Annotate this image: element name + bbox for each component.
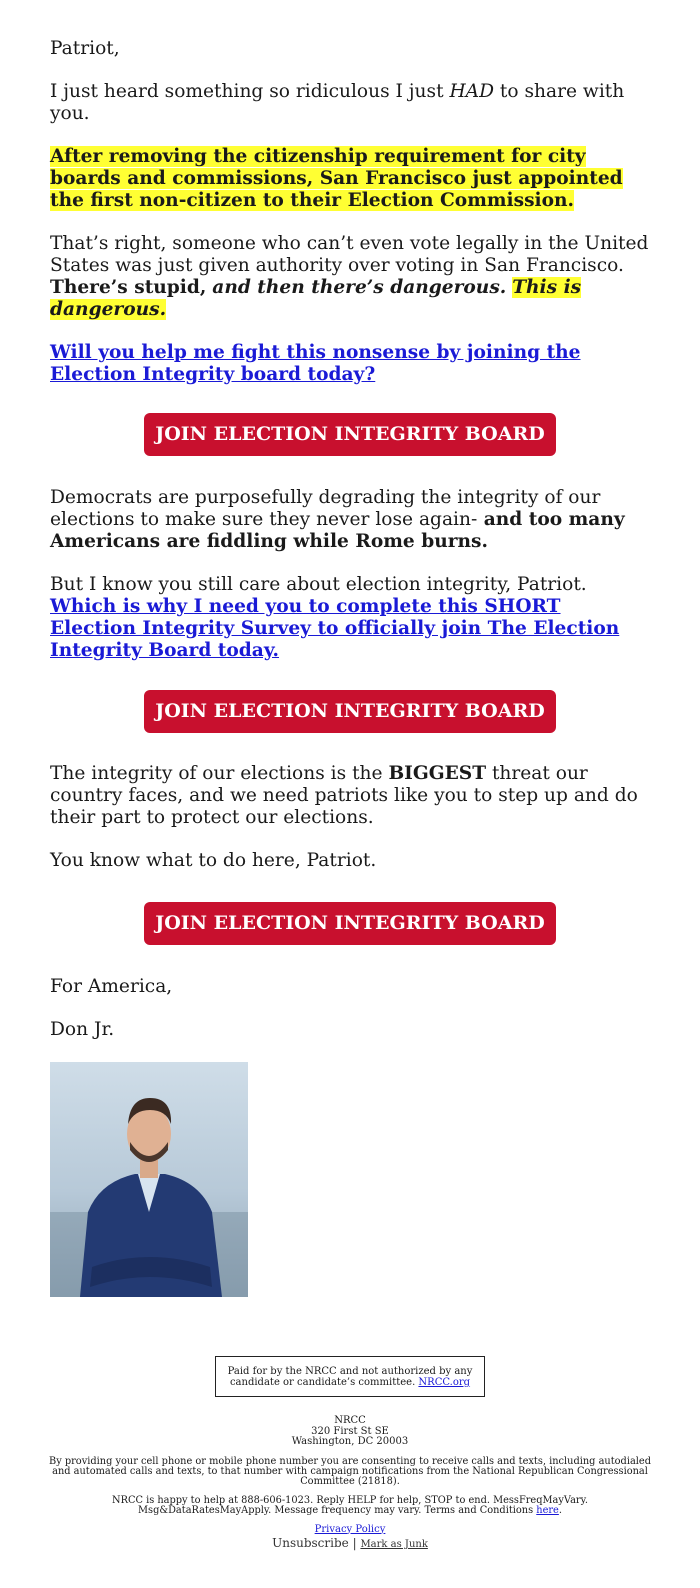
- threat-bold: BIGGEST: [388, 763, 487, 784]
- signoff: For America,: [50, 976, 173, 997]
- cta-link[interactable]: Will you help me fight this nonsense by joining the Election Integrity board today?: [50, 342, 581, 385]
- consent-text: By providing your cell phone or mobile phone number you are consenting to receive calls and texts, including autodialed and automated calls and texts, to that number with campaign notifications from the National Republican Congressional Committee (21818).: [49, 1455, 651, 1487]
- signature: Don Jr.: [50, 1019, 115, 1040]
- mark-as-junk-link[interactable]: Mark as Junk: [360, 1539, 428, 1550]
- intro-text: I just heard something so ridiculous I just: [50, 81, 450, 102]
- threat-paragraph: [50, 763, 650, 829]
- survey-text: But I know you still care about election integrity, Patriot.: [50, 574, 587, 595]
- intro-text-end: to share with you.: [50, 81, 625, 124]
- separator: |: [348, 1536, 361, 1550]
- survey-link[interactable]: Which is why I need you to complete this SHORT Election Integrity Survey to officially join The Election Integrity Board today.: [50, 596, 620, 661]
- button-row-1: [50, 413, 650, 456]
- privacy-row: [0, 1525, 700, 1536]
- portrait-photo: [50, 1062, 248, 1297]
- address-street: 320 First St SE: [311, 1425, 389, 1437]
- unsubscribe-row: [0, 1537, 700, 1551]
- context-paragraph: [50, 233, 650, 321]
- context-bold-italic: and then there’s dangerous.: [212, 277, 507, 298]
- intro-emphasis: HAD: [449, 81, 495, 102]
- help-text-body: NRCC is happy to help at 888-606-1023. Reply HELP for help, STOP to end. MessFreqMayVary. Msg&DataRatesMayApply. Message frequency may vary. Terms and Conditions: [112, 1494, 588, 1516]
- button-row-3: [50, 902, 650, 945]
- address-city: Washington, DC 20003: [291, 1436, 409, 1447]
- democrats-paragraph: [50, 487, 650, 553]
- democrats-bold: and too many Americans are fiddling while Rome burns.: [50, 509, 625, 552]
- nrcc-link[interactable]: NRCC.org: [418, 1377, 471, 1388]
- context-bold: There’s stupid,: [50, 277, 207, 298]
- help-text: NRCC is happy to help at 888-606-1023. Reply HELP for help, STOP to end. MessFreqMayVary. Msg&DataRatesMayApply. Message frequency may vary. Terms and Conditions here.: [112, 1494, 588, 1516]
- footer: [0, 1356, 700, 1551]
- join-board-button-3[interactable]: JOIN ELECTION INTEGRITY BOARD: [144, 902, 555, 945]
- terms-link[interactable]: here: [536, 1504, 559, 1516]
- threat-text: The integrity of our elections is the: [50, 763, 389, 784]
- address-block: [0, 1416, 700, 1448]
- portrait-illustration: [50, 1062, 248, 1297]
- address-org: NRCC: [334, 1415, 366, 1426]
- headline-highlight: After removing the citizenship requirement for city boards and commissions, San Francisco just appointed the first non-citizen to their Election Commission.: [50, 146, 623, 211]
- cta-paragraph: [50, 342, 650, 386]
- context-text: That’s right, someone who can’t even vote legally in the United States was just given authority over voting in San Francisco.: [50, 233, 649, 276]
- democrats-text: Democrats are purposefully degrading the integrity of our elections to make sure they never lose again-: [50, 487, 601, 530]
- join-board-button-1[interactable]: JOIN ELECTION INTEGRITY BOARD: [144, 413, 555, 456]
- paid-for-text: Paid for by the NRCC and not authorized by any candidate or candidate’s committee.: [227, 1366, 473, 1388]
- intro-paragraph: [50, 81, 650, 125]
- context-highlight: This is dangerous.: [50, 277, 582, 320]
- button-row-2: [50, 690, 650, 733]
- greeting: Patriot,: [50, 38, 120, 59]
- survey-paragraph: [50, 574, 650, 662]
- paid-for-box: [215, 1356, 485, 1397]
- know-paragraph: You know what to do here, Patriot.: [50, 850, 377, 871]
- privacy-policy-link[interactable]: Privacy Policy: [314, 1523, 386, 1535]
- join-board-button-2[interactable]: JOIN ELECTION INTEGRITY BOARD: [144, 690, 555, 733]
- threat-text-end: threat our country faces, and we need patriots like you to step up and do their part to protect our elections.: [50, 763, 638, 828]
- unsubscribe-link[interactable]: Unsubscribe: [272, 1536, 349, 1550]
- headline-paragraph: [50, 146, 650, 212]
